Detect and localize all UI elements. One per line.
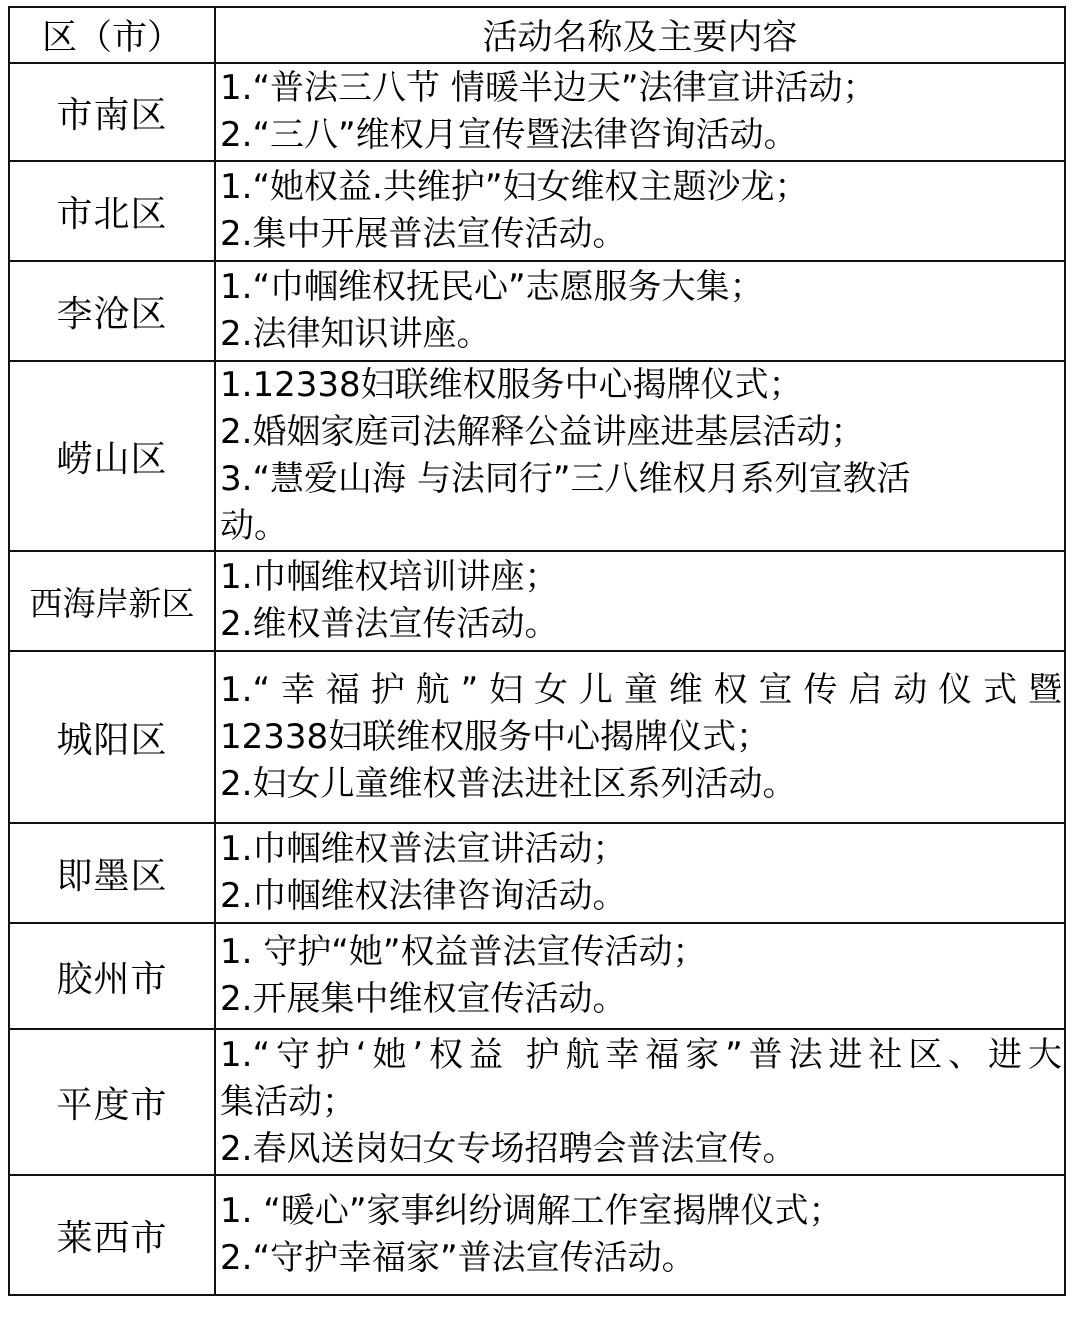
- content-cell: [215, 923, 1065, 1029]
- content-cell: [215, 361, 1065, 551]
- region-cell: 即墨区: [9, 823, 215, 923]
- activity-table: [8, 6, 1066, 1296]
- region-cell: 市北区: [9, 161, 215, 261]
- table-row: [9, 1175, 1065, 1295]
- region-cell: 城阳区: [9, 651, 215, 823]
- content-cell: [215, 1175, 1065, 1295]
- table-row: [9, 923, 1065, 1029]
- table-row: [9, 651, 1065, 823]
- activity-line: 2.“三八”维权月宣传暨法律咨询活动。: [220, 115, 798, 155]
- activity-line: 1.“幸福护航”妇女儿童维权宣传启动仪式暨: [220, 669, 1062, 710]
- activity-line: 动。: [220, 506, 288, 546]
- content-cell: [215, 823, 1065, 923]
- header-content: 活动名称及主要内容: [215, 7, 1065, 63]
- table-row: [9, 63, 1065, 161]
- content-cell: [215, 651, 1065, 823]
- table-header-row: [9, 7, 1065, 63]
- region-cell: 莱西市: [9, 1175, 215, 1295]
- activity-line: 1. 守护“她”权益普法宣传活动；: [220, 932, 707, 972]
- table-row: [9, 261, 1065, 361]
- activity-line: 1.“巾帼维权抚民心”志愿服务大集；: [220, 267, 764, 307]
- activity-line: 1.“守护‘她’权益 护航幸福家”普法进社区、进大: [220, 1034, 1062, 1075]
- activity-line: 2.维权普法宣传活动。: [220, 604, 559, 644]
- activity-line: 2.婚姻家庭司法解释公益讲座进基层活动；: [220, 412, 865, 452]
- header-region: 区（市）: [9, 7, 215, 63]
- content-cell: [215, 161, 1065, 261]
- activity-line: 2.法律知识讲座。: [220, 314, 491, 354]
- activity-line: 2.春风送岗妇女专场招聘会普法宣传。: [220, 1128, 797, 1169]
- activity-line: 2.集中开展普法宣传活动。: [220, 214, 627, 254]
- table-row: [9, 823, 1065, 923]
- region-cell: 西海岸新区: [9, 551, 215, 651]
- content-cell: [215, 551, 1065, 651]
- content-cell: [215, 261, 1065, 361]
- content-cell: [215, 63, 1065, 161]
- activity-line: 集活动；: [220, 1081, 356, 1122]
- activity-line: 3.“慧爱山海 与法同行”三八维权月系列宣教活: [220, 459, 911, 499]
- activity-line: 2.巾帼维权法律咨询活动。: [220, 876, 627, 916]
- activity-line: 2.开展集中维权宣传活动。: [220, 979, 627, 1019]
- activity-line: 2.“守护幸福家”普法宣传活动。: [220, 1238, 696, 1278]
- activity-line: 1. “暖心”家事纠纷调解工作室揭牌仪式；: [220, 1191, 843, 1231]
- content-cell: [215, 1029, 1065, 1175]
- activity-line: 12338妇联维权服务中心揭牌仪式；: [220, 716, 771, 757]
- table-row: [9, 1029, 1065, 1175]
- activity-line: 1.“普法三八节 情暖半边天”法律宣讲活动；: [220, 68, 877, 108]
- activity-line: 2.妇女儿童维权普法进社区系列活动。: [220, 763, 797, 804]
- activity-line: 1.“她权益.共维护”妇女维权主题沙龙；: [220, 167, 809, 207]
- table-row: [9, 161, 1065, 261]
- table-row: [9, 361, 1065, 551]
- region-cell: 市南区: [9, 63, 215, 161]
- region-cell: 胶州市: [9, 923, 215, 1029]
- region-cell: 平度市: [9, 1029, 215, 1175]
- table-row: [9, 551, 1065, 651]
- region-cell: 李沧区: [9, 261, 215, 361]
- activity-line: 1.巾帼维权培训讲座；: [220, 557, 559, 597]
- activity-line: 1.巾帼维权普法宣讲活动；: [220, 829, 627, 869]
- region-cell: 崂山区: [9, 361, 215, 551]
- activity-line: 1.12338妇联维权服务中心揭牌仪式；: [220, 365, 803, 405]
